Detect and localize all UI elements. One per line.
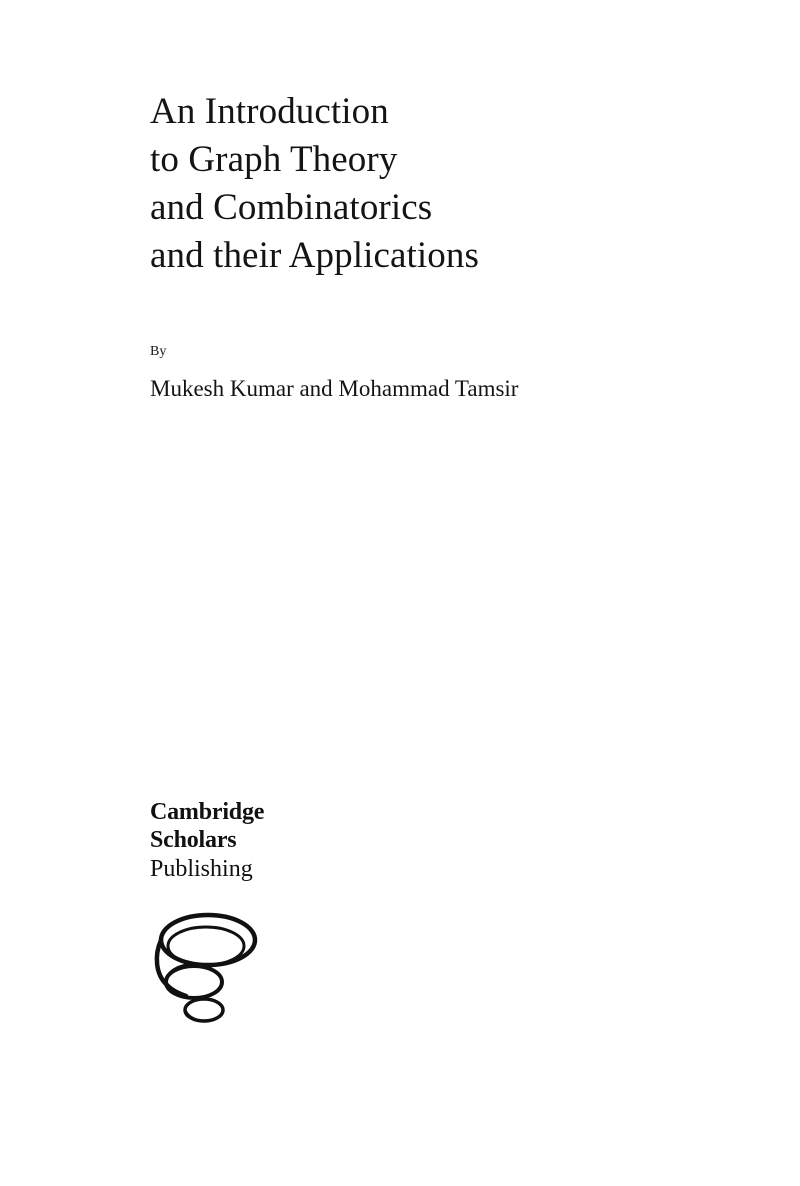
- title-line-1: An Introduction: [150, 91, 389, 132]
- cambridge-scholars-spiral-logo: [146, 896, 276, 1031]
- publisher-name: [150, 798, 470, 884]
- byline-label: By: [150, 344, 167, 359]
- book-title: [150, 88, 710, 280]
- publisher-line-2: Scholars: [150, 827, 237, 853]
- title-line-2: to Graph Theory: [150, 139, 398, 180]
- title-line-4: and their Applications: [150, 235, 479, 276]
- title-line-3: and Combinatorics: [150, 187, 433, 228]
- publisher-line-3: Publishing: [150, 856, 253, 882]
- publisher-line-1: Cambridge: [150, 799, 265, 825]
- author-names: Mukesh Kumar and Mohammad Tamsir: [150, 376, 519, 401]
